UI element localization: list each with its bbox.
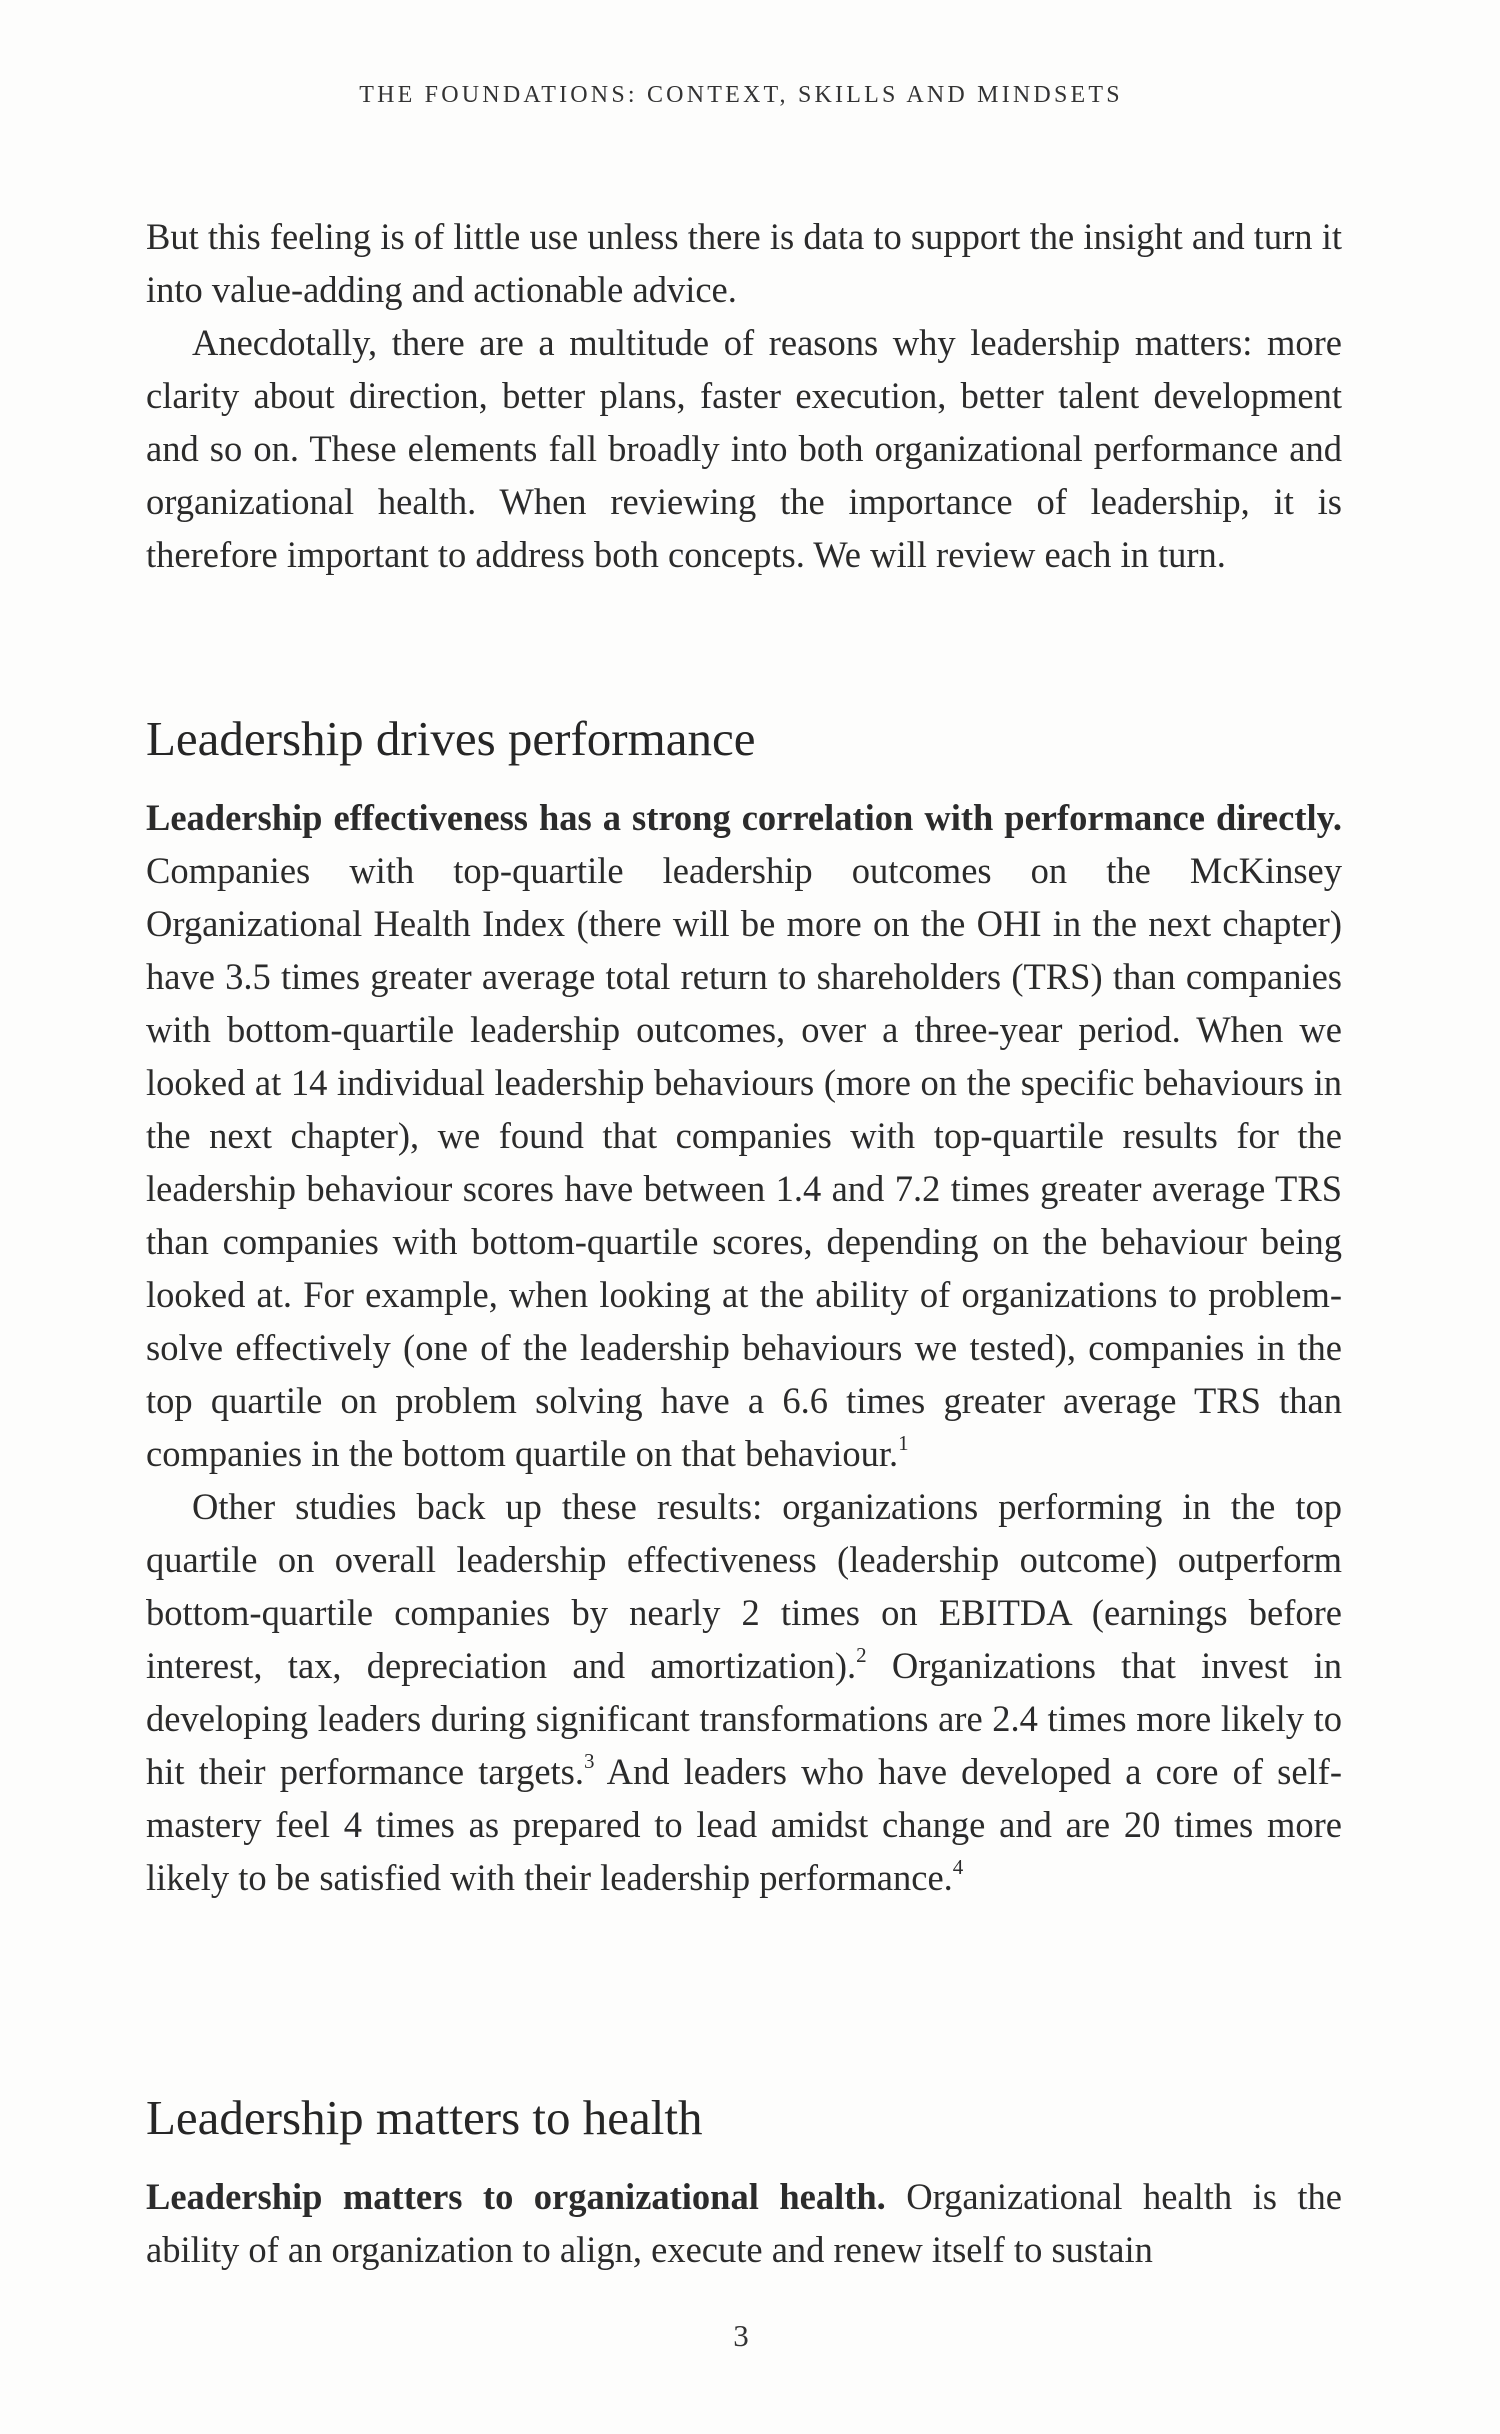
paragraph-performance-2-b: Organizations that invest in developing leaders during significant transformations are 2.4 times more likely to hit their performance targets. [146, 1645, 1342, 1792]
paragraph-performance-2 [146, 1480, 1342, 1904]
paragraph-health-1 [146, 2170, 1342, 2276]
paragraph-performance-2-c: And leaders who have developed a core of self-mastery feel 4 times as prepared to lead amidst change and are 20 times more likely to be satisfied with their leadership performance. [146, 1751, 1342, 1898]
footnote-ref-3: 3 [584, 1749, 595, 1773]
section-performance [146, 709, 1342, 769]
running-head: THE FOUNDATIONS: CONTEXT, SKILLS AND MINDSETS [359, 82, 1123, 108]
section-performance-body [146, 791, 1342, 1904]
section-health-body [146, 2170, 1342, 2276]
intro-text [146, 210, 1342, 581]
section-heading-performance: Leadership drives performance [146, 711, 756, 766]
paragraph-intro-1: But this feeling is of little use unless there is data to support the insight and turn it into value-adding and actionable advice. [146, 216, 1342, 310]
paragraph-performance-2-a: Other studies back up these results: organizations performing in the top quartile on overall leadership effectiveness (leadership outcome) outperform bottom-quartile companies by nearly 2 times on EBITDA (earnings before interest, tax, depreciation and amortization). [146, 1486, 1342, 1686]
section-heading-health: Leadership matters to health [146, 2090, 703, 2145]
paragraph-performance-1-text: Companies with top-quartile leadership outcomes on the McKinsey Organizational Health Index (there will be more on the OHI in the next chapter) have 3.5 times greater average total return to shareholders (TRS) than companies with bottom-quartile leadership outcomes, over a three-year period. When we looked at 14 individual leadership behaviours (more on the specific behaviours in the next chapter), we found that companies with top-quartile results for the leadership behaviour scores have between 1.4 and 7.2 times greater average TRS than companies with bottom-quartile scores, depending on the behaviour being looked at. For example, when looking at the ability of organizations to problem-solve effectively (one of the leadership behaviours we tested), companies in the top quartile on problem solving have a 6.6 times greater average TRS than companies in the bottom quartile on that behaviour. [146, 850, 1342, 1474]
lead-sentence-performance: Leadership effectiveness has a strong correlation with performance directly. [146, 797, 1342, 838]
footnote-ref-1: 1 [898, 1431, 909, 1455]
paragraph-health-1-text: Organizational health is the ability of an organization to align, execute and renew itself to sustain [146, 2176, 1342, 2270]
page-number: 3 [733, 2318, 749, 2353]
paragraph-performance-1 [146, 791, 1342, 1480]
footnote-ref-2: 2 [856, 1643, 867, 1667]
paragraph-intro-2: Anecdotally, there are a multitude of reasons why leadership matters: more clarity about direction, better plans, faster execution, better talent development and so on. These elements fall broadly into both organizational performance and organizational health. When reviewing the importance of leadership, it is therefore important to address both concepts. We will review each in turn. [146, 322, 1342, 575]
section-health [146, 2088, 1342, 2148]
lead-sentence-health: Leadership matters to organizational health. [146, 2176, 886, 2217]
footnote-ref-4: 4 [952, 1855, 964, 1879]
